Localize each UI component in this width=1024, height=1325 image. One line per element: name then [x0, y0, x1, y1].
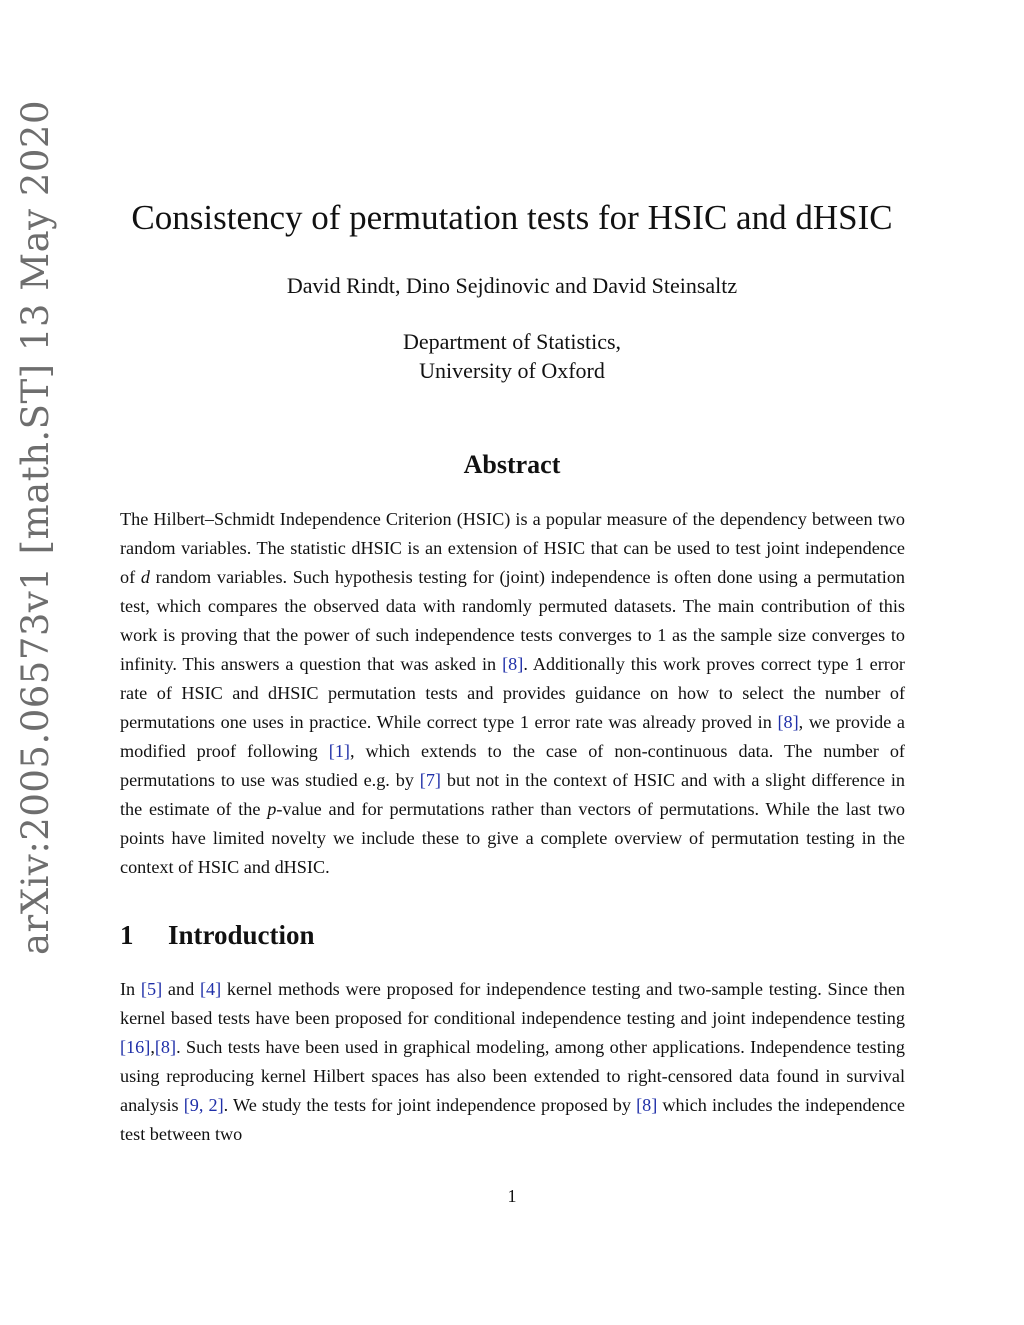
abstract-heading: Abstract [463, 450, 561, 479]
affiliation-university: University of Oxford [419, 358, 605, 383]
intro-text: kernel methods were proposed for independence testing and two-sample testing. Since then kernel based tests have been proposed for conditional independence testing and joint independence testing [120, 979, 905, 1028]
citation-link[interactable]: [7] [419, 770, 441, 790]
abstract-text: , which extends to the case of non-continuous data. The number of permutations to use was studied e.g. by [120, 741, 905, 790]
page-number: 1 [507, 1186, 517, 1206]
abstract-text: but not in the context of HSIC and with a slight difference in the estimate of the [120, 770, 906, 819]
section-title: Introduction [168, 920, 315, 950]
intro-text: In [120, 979, 141, 999]
citation-link[interactable]: [5] [140, 979, 163, 999]
variable-p: p [267, 799, 277, 819]
author-list: David Rindt, Dino Sejdinovic and David Steinsaltz [286, 273, 738, 298]
abstract-text: , we provide a modified proof following [120, 712, 905, 761]
citation-link[interactable]: [9, 2] [183, 1095, 224, 1115]
arxiv-identifier-stamp: arXiv:2005.06573v1 [math.ST] 13 May 2020 [14, 100, 57, 955]
citation-link[interactable]: [8] [777, 712, 799, 732]
citation-link[interactable]: [8] [154, 1037, 177, 1057]
introduction-paragraph [120, 975, 905, 1149]
citation-link[interactable]: [8] [636, 1095, 658, 1115]
citation-link[interactable]: [8] [502, 654, 524, 674]
abstract-text: The Hilbert–Schmidt Independence Criterion (HSIC) is a popular measure of the dependency between two random variables. The statistic dHSIC is an extension of HSIC that can be used to test joint independence of [120, 509, 905, 587]
intro-text: . We study the tests for joint independence proposed by [223, 1095, 637, 1115]
paper-title: Consistency of permutation tests for HSIC and dHSIC [131, 198, 893, 237]
abstract-paragraph [120, 505, 905, 882]
abstract-text: random variables. Such hypothesis testing for (joint) independence is often done using a permutation test, which compares the observed data with randomly permuted datasets. The main contribution of this work is proving that the power of such independence tests converges to 1 as the sample size converges to infinity. This answers a question that was asked in [120, 567, 906, 674]
section-number: 1 [120, 920, 134, 950]
intro-text: which includes the independence test between two [120, 1095, 905, 1144]
variable-d: d [140, 567, 150, 587]
intro-text: and [162, 979, 200, 999]
affiliation-department: Department of Statistics, [402, 329, 622, 354]
abstract-text: -value and for permutations rather than vectors of permutations. While the last two points have limited novelty we include these to give a complete overview of permutation testing in the context of HSIC and dHSIC. [120, 799, 905, 877]
citation-link[interactable]: [1] [328, 741, 350, 761]
citation-link[interactable]: [16] [120, 1037, 151, 1057]
abstract-text: . Additionally this work proves correct type 1 error rate of HSIC and dHSIC permutation tests and provides guidance on how to select the number of permutations one uses in practice. While correct type 1 error rate was already proved in [120, 654, 905, 732]
citation-link[interactable]: [4] [199, 979, 222, 999]
intro-text: . Such tests have been used in graphical modeling, among other applications. Independence testing using reproducing kernel Hilbert spaces has also been extended to right-censored data found in survival analysis [120, 1037, 905, 1115]
section-heading-introduction [120, 920, 720, 951]
intro-text: , [150, 1037, 155, 1057]
